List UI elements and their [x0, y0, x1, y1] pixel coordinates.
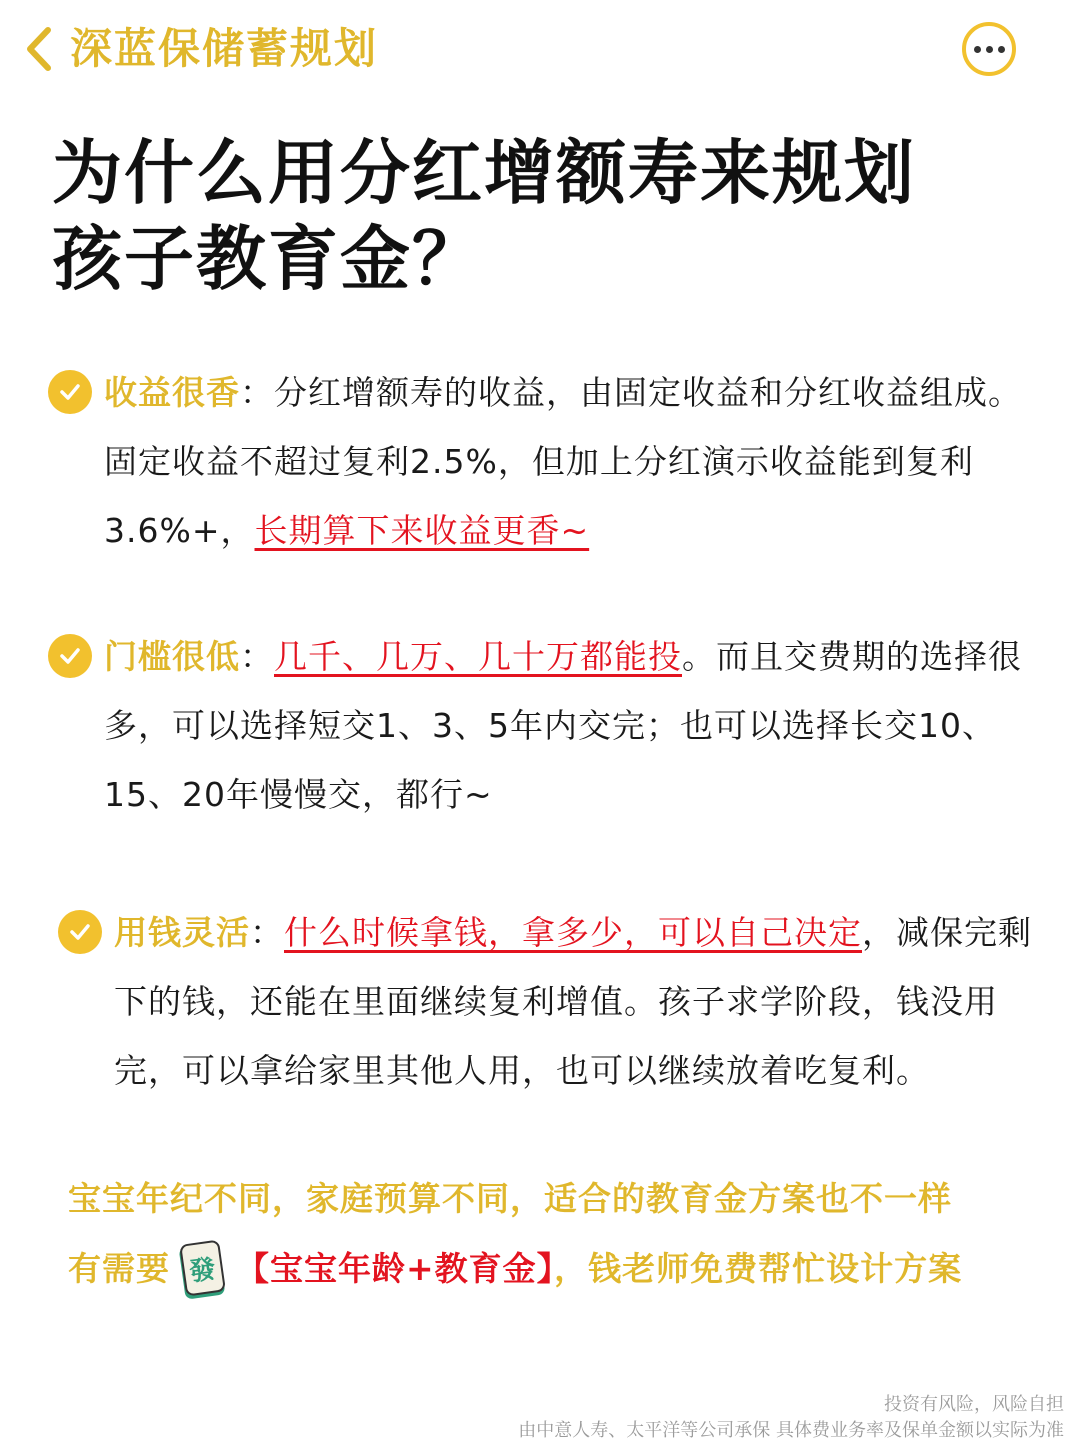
cta-line-1: 宝宝年纪不同，家庭预算不同，适合的教育金方案也不一样 — [68, 1179, 952, 1218]
svg-text:發: 發 — [187, 1253, 219, 1288]
section-returns: 收益很香：分红增额寿的收益，由固定收益和分红收益组成。固定收益不超过复利2.5%，但加上分红演示收益能到复利3.6%+，长期算下来收益更香~ — [48, 358, 1038, 565]
header-title: 深蓝保储蓄规划 — [70, 24, 379, 73]
section-keyword: 收益很香 — [104, 373, 240, 412]
header — [0, 0, 1080, 100]
more-button[interactable] — [962, 22, 1016, 76]
check-circle-icon — [48, 370, 92, 414]
highlight-text: 几千、几万、几十万都能投 — [274, 637, 682, 676]
section-text: 。而且交费期的选择很多，可以选择短交1、3、5年内交完；也可以选择长交10、15、20年慢慢交，都行~ — [104, 637, 1022, 814]
disclaimer: 投资有风险，风险自担 由中意人寿、太平洋等公司承保 具体费业务率及保单金额以实际为准 — [518, 1394, 1064, 1441]
check-circle-icon — [48, 634, 92, 678]
section-threshold: 门槛很低：几千、几万、几十万都能投。而且交费期的选择很多，可以选择短交1、3、5年内交完；也可以选择长交10、15、20年慢慢交，都行~ — [48, 622, 1038, 829]
section-keyword: 用钱灵活 — [114, 913, 250, 952]
section-flexible: 用钱灵活：什么时候拿钱，拿多少，可以自己决定，减保完剩下的钱，还能在里面继续复利增值。孩子求学阶段，钱没用完，可以拿给家里其他人用，也可以继续放着吃复利。 — [58, 898, 1048, 1105]
chevron-left-icon — [22, 24, 56, 74]
page-title: 为什么用分红增额寿来规划 孩子教育金？ — [52, 132, 916, 300]
mahjong-fa-tile-icon — [174, 1239, 232, 1303]
back-button[interactable] — [22, 24, 56, 74]
section-text: ，减保完剩下的钱，还能在里面继续复利增值。孩子求学阶段，钱没用完，可以拿给家里其他人用，也可以继续放着吃复利。 — [114, 913, 1032, 1090]
highlight-text: 什么时候拿钱，拿多少，可以自己决定 — [284, 913, 862, 952]
cta-highlight: 【宝宝年龄+教育金】 — [236, 1249, 555, 1288]
section-text: 分红增额寿的收益，由固定收益和分红收益组成。固定收益不超过复利2.5%，但加上分红演示收益能到复利3.6%+， — [104, 373, 1022, 550]
cta-line-2: 有需要 發 【宝宝年龄+教育金】，钱老师免费帮忙设计方案 — [68, 1234, 1048, 1304]
section-keyword: 门槛很低 — [104, 637, 240, 676]
highlight-text: 长期算下来收益更香~ — [254, 511, 590, 550]
more-dots-icon — [974, 46, 981, 53]
check-circle-icon — [58, 910, 102, 954]
